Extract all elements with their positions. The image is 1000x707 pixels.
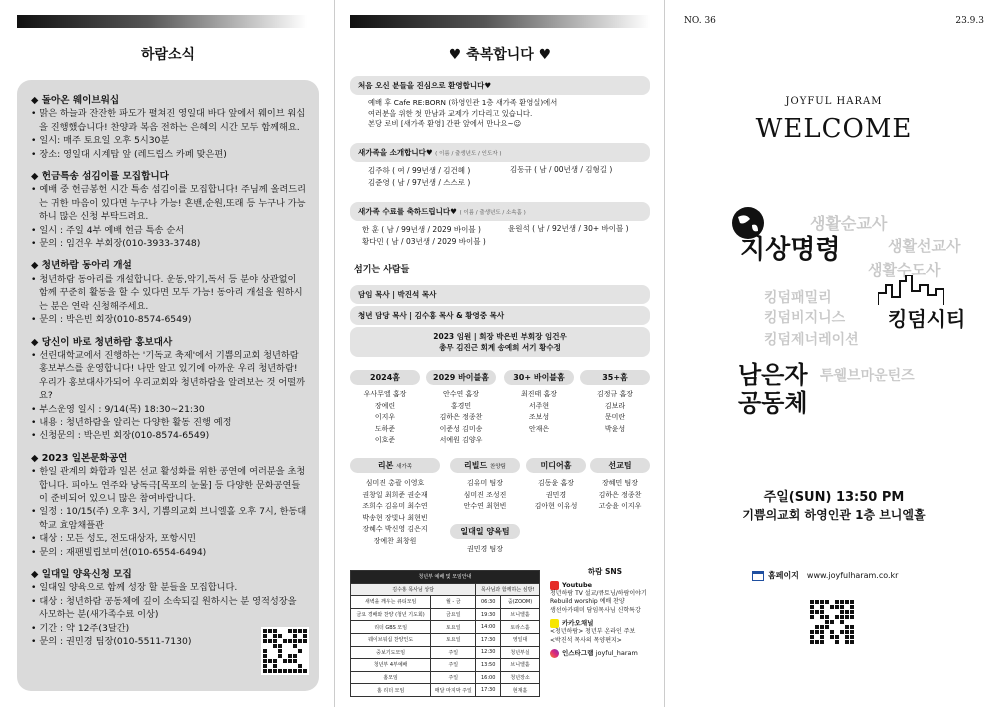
instagram-icon — [550, 649, 559, 658]
issue-date: 23.9.3 — [955, 16, 984, 26]
youth-pastor: 청년 담당 목사 | 김수홍 목사 & 황영중 목사 — [350, 306, 650, 325]
notice-item — [31, 336, 307, 443]
introduce-sub: ( 이름 / 출생년도 / 인도자 ) — [435, 151, 502, 157]
member-name: 우사무엘 홈장 — [363, 390, 407, 398]
word-art: 생활순교사 — [810, 214, 888, 233]
schedule-row — [351, 684, 540, 697]
schedule-cell: 주일 — [431, 671, 476, 684]
word-art: 생활선교사 — [888, 237, 961, 255]
schedule-cell: 중보기도모임 — [351, 646, 431, 659]
notice-heading: ◆ 돌아온 웨이브워십 — [31, 95, 120, 106]
new-member: 김주하 ( 여 / 99년생 / 김건혜 ) — [368, 166, 471, 175]
team-members — [590, 478, 650, 513]
team-members — [350, 478, 440, 548]
first-visit-label: 처음 오신 분들을 진심으로 환영합니다♥ — [350, 76, 650, 95]
team-sub: 새가족 — [396, 464, 413, 470]
word-art: 킹덤시티 — [888, 307, 966, 331]
schedule-cell: 17:30 — [476, 633, 501, 646]
schedule-cell: 13:50 — [476, 659, 501, 672]
officers-line: 2023 임원 | 회장 박은빈 부회장 임건우 — [433, 332, 567, 341]
youtube-link[interactable] — [550, 581, 660, 590]
member-name: 고승윤 이지우 — [598, 502, 642, 511]
team-header — [526, 458, 586, 473]
member-name: 권창일 최희준 권순재 — [362, 490, 428, 499]
member-name: 김보라 — [604, 401, 626, 410]
schedule-row — [351, 633, 540, 646]
member-name: 장예린 — [374, 401, 396, 410]
notice-line: • 문의 : 재팬빌립보미션(010-6554-6494) — [31, 546, 207, 558]
city-skyline-icon — [878, 275, 944, 305]
qr-code-application[interactable] — [261, 627, 309, 675]
homepage-link[interactable] — [752, 570, 898, 581]
team-name: 선교팀 — [608, 461, 632, 470]
schedule-cell: 홈모임 — [351, 671, 431, 684]
team-name: 미디어홈 — [540, 461, 572, 470]
cover-subtitle: JOYFUL HARAM — [785, 96, 883, 107]
homepage-label: 홈페이지 — [768, 571, 799, 580]
new-member: 김동규 ( 남 / 00년생 / 김형길 ) — [510, 165, 613, 174]
fold-line — [664, 0, 665, 707]
notice-line: • 부스운영 일시 : 9/14(목) 18:30~21:30 — [31, 403, 205, 415]
member-name: 서예원 김양우 — [439, 436, 483, 445]
word-art: 지상명령 — [740, 235, 841, 265]
news-title: 하람소식 — [140, 47, 196, 63]
member-name: 안수연 홈장 — [442, 390, 480, 398]
youtube-line: Rebuild worship 예배 찬양 — [550, 598, 625, 605]
header-bar — [17, 15, 307, 28]
schedule-cell: 브니엘홀 — [501, 608, 540, 621]
service-location: 기쁨의교회 하영인관 1층 브니엘홀 — [742, 508, 926, 522]
home-header: 2029 바이블홈 — [426, 370, 496, 385]
home-header: 2024홈 — [350, 370, 420, 385]
schedule-cell: 청년부 4부예배 — [351, 659, 431, 672]
schedule-cell: 청년장소 — [501, 671, 540, 684]
kakao-icon — [550, 619, 559, 628]
service-time: 주일(SUN) 13:50 PM — [763, 490, 905, 505]
member-name: 홍경민 — [450, 401, 472, 410]
schedule-row — [351, 646, 540, 659]
member-name: 김동윤 홈장 — [537, 479, 575, 487]
team-members — [526, 478, 586, 513]
notice-heading: ◆ 헌금특송 섬김이를 모집합니다 — [31, 171, 169, 183]
schedule-title: 청년부 예배 및 모임안내 — [351, 571, 540, 584]
schedule-row — [351, 596, 540, 609]
notice-line: • 일대일 양육으로 함께 성장 할 분들을 모집합니다. — [31, 582, 238, 594]
member-name: 김아현 이유성 — [534, 502, 578, 511]
member-name: 김정규 홈장 — [596, 390, 634, 398]
member-name: 도하준 — [374, 424, 396, 433]
notice-heading: ◆ 청년하람 동아리 개설 — [31, 260, 132, 272]
schedule-cell: 19:30 — [476, 608, 501, 621]
notice-line: • 맑은 하늘과 잔잔한 파도가 펼쳐진 영일대 바다 앞에서 웨이브 워십을 진행했습니다! 찬양과 복음 전하는 은혜의 시간 모두 함께해요. — [31, 108, 306, 133]
graduate-label — [350, 202, 650, 221]
schedule-cell: 리더 GBS 모임 — [351, 621, 431, 634]
home-members — [426, 389, 496, 447]
graduate-label-text: 새가족 수료를 축하드립니다♥ — [358, 207, 457, 216]
team-sub: 찬양팀 — [490, 464, 506, 470]
graduate-member: 한 훈 ( 남 / 99년생 / 2029 바이블 ) — [362, 225, 481, 234]
youtube-line: 생선아카데미 담임목사님 신학특강 — [550, 606, 641, 614]
notice-box — [17, 80, 319, 691]
youtube-label: Youtube — [562, 580, 592, 589]
schedule-cell: 주일 — [431, 646, 476, 659]
notice-item — [31, 259, 307, 326]
home-header: 30+ 바이블홈 — [504, 370, 574, 385]
schedule-cell: 06:30 — [476, 596, 501, 609]
notice-line: • 선린대학교에서 진행하는 '기독교 축제'에서 기쁨의교회 청년하람 홍보부스를 운영합니다! 나만 알고 있기에 아까운 우리 청년하람! 우리가 홍보대사가되어 우리교회와 청년하람을 알려보는 것 어떨까요? — [31, 349, 306, 402]
schedule-cell: 홈 리더 모임 — [351, 684, 431, 697]
member-name: 장혜수 박신영 김은지 — [362, 525, 428, 534]
cover-title: WELCOME — [755, 114, 913, 144]
schedule-row — [351, 608, 540, 621]
word-art: 남은자 — [738, 361, 808, 389]
notice-line: • 문의 : 임건우 부회장(010-3933-3748) — [31, 238, 201, 250]
servants-title: 섬기는 사람들 — [354, 265, 410, 275]
team-header — [450, 524, 520, 539]
notice-heading: ◆ 2023 일본문화공연 — [31, 452, 128, 464]
member-name: 심미진 총괄 이영호 — [365, 479, 425, 487]
word-art: 생활수도사 — [868, 261, 941, 279]
notice-heading: ◆ 일대일 양육신청 모집 — [31, 569, 132, 580]
graduate-member: 윤원석 ( 남 / 92년생 / 30+ 바이블 ) — [508, 224, 629, 233]
team-members — [450, 544, 520, 556]
fold-line — [334, 0, 335, 707]
member-name: 장예찬 최창원 — [373, 536, 417, 545]
word-art: 공동체 — [738, 389, 808, 417]
schedule-cell: 17:30 — [476, 684, 501, 697]
kakao-line: <청년하람> 청년부 온라인 주보 — [550, 628, 636, 635]
schedule-cell: 영일대 — [501, 633, 540, 646]
news-column — [0, 0, 330, 707]
member-name: 안수연 최현빈 — [463, 502, 507, 511]
notice-line: • 문의 : 권민경 팀장(010-5511-7130) — [31, 636, 192, 648]
member-name: 안재은 — [528, 424, 550, 433]
home-members — [580, 389, 650, 435]
notice-line: • 한일 관계의 화합과 일본 선교 활성화를 위한 공연에 여러분을 초청합니다. 피아노 연주와 낭독극[목포의 눈물] 등 다양한 문화공연들이 준비되어 있으니 많은 참여바랍니다. — [31, 466, 306, 504]
member-name: 이호준 — [374, 436, 396, 445]
graduate-sub: ( 이름 / 출생년도 / 소속홈 ) — [459, 210, 526, 216]
kakao-link[interactable] — [550, 619, 660, 628]
schedule-cell: 토요일 — [431, 621, 476, 634]
team-name: 리본 — [377, 461, 394, 470]
new-member: 김준영 ( 남 / 97년생 / 스스로 ) — [368, 178, 471, 187]
word-art: 킹덤제너레이션 — [764, 332, 859, 348]
word-art: 투웰브마운틴즈 — [820, 368, 915, 384]
schedule-cell: 금요 경배와 찬양 (청년 기도회) — [351, 608, 431, 621]
member-name: 조희수 김유미 최수연 — [362, 502, 428, 511]
team-header — [350, 458, 440, 473]
first-visit-text — [368, 98, 648, 130]
notice-line: • 장소: 영일대 시계탑 앞 (레드립스 카페 맞은편) — [31, 148, 227, 160]
schedule-cell: 토라스홀 — [501, 621, 540, 634]
member-name: 조보성 — [528, 413, 550, 422]
first-visit-line: 여러분을 위한 첫 만남과 교제가 기다리고 있습니다. — [368, 108, 533, 118]
schedule-cell: 월 - 금 — [431, 596, 476, 609]
member-name: 이지우 — [374, 413, 396, 422]
member-name: 박송현 장빛나 최현빈 — [362, 513, 428, 522]
notice-line: • 내용 : 청년하람을 알리는 다양한 활동 진행 예정 — [31, 416, 232, 428]
issue-number: NO. 36 — [684, 16, 716, 26]
schedule-header: 김수홍 목사님 상담 — [351, 583, 476, 596]
sns-panel — [550, 568, 660, 658]
cover-column — [668, 0, 1000, 707]
schedule-table — [350, 570, 540, 697]
officers — [350, 327, 650, 357]
notice-line: • 예배 중 헌금봉헌 시간 특송 섬김이를 모집합니다! 주님께 올려드리는 귀한 마음이 있다면 누구나 가능! 혼밴,순원,또래 등 누구나 가능하니 많은 신청 부탁드려요. — [31, 184, 307, 223]
schedule-cell: 14:00 — [476, 621, 501, 634]
notice-line: • 일정 : 10/15(주) 오후 3시, 기쁨의교회 브니엘홀 오후 7시, 한동대학교 효암채플관 — [31, 506, 307, 531]
member-name: 권민경 팀장 — [466, 545, 504, 553]
officers-line: 총무 김진근 회계 송예희 서기 황수정 — [439, 343, 561, 352]
graduate-member: 황다민 ( 남 / 03년생 / 2029 바이블 ) — [362, 237, 486, 246]
member-name: 장혜민 팀장 — [601, 479, 639, 487]
introduce-label-text: 새가족을 소개합니다♥ — [358, 148, 433, 157]
notice-line: • 기간 : 약 12주(3달간) — [31, 622, 130, 634]
schedule-cell: 청년부실 — [501, 646, 540, 659]
schedule-header: 목사님과 함께하는 심방! — [476, 583, 540, 596]
kakao-label: 카카오채널 — [562, 619, 594, 628]
youtube-icon — [550, 581, 559, 590]
schedule-cell: 새벽을 깨우는 큐티모임 — [351, 596, 431, 609]
notice-item — [31, 94, 307, 161]
member-name: 최진태 홈장 — [520, 390, 558, 398]
homepage-icon — [752, 571, 764, 581]
member-name: 권민경 — [545, 490, 567, 499]
notice-line: • 문의 : 박은빈 회장(010-8574-6549) — [31, 314, 192, 326]
member-name: 김하은 정종찬 — [598, 490, 642, 499]
schedule-cell: 웨이브워십 찬양인도 — [351, 633, 431, 646]
first-visit-line: 본당 로비 [새가족 환영] 간판 앞에서 만나요~☺ — [368, 119, 522, 128]
blessing-title: ♥ 축복합니다 ♥ — [448, 47, 552, 63]
team-header — [450, 458, 520, 473]
schedule-cell: 토요일 — [431, 633, 476, 646]
word-art: 킹덤패밀리 — [764, 290, 832, 306]
notice-line: • 대상 : 청년하람 공동체에 깊이 소속되길 원하시는 분 영적성장을 사모하는 분(새가족수료 이상) — [31, 595, 297, 621]
notice-line: • 일시 : 주일 4부 예배 헌금 특송 순서 — [31, 224, 185, 236]
schedule-row — [351, 671, 540, 684]
word-art: 킹덤비지니스 — [764, 310, 846, 326]
schedule-cell: 브니엘홀 — [501, 659, 540, 672]
schedule-cell: 12:30 — [476, 646, 501, 659]
member-name: 김유미 팀장 — [466, 479, 504, 487]
home-members — [350, 389, 420, 447]
home-members — [504, 389, 574, 435]
notice-line: • 일시: 매주 토요일 오후 5시30분 — [31, 135, 170, 147]
member-name: 서주현 — [528, 401, 550, 410]
member-name: 문미란 — [604, 413, 626, 422]
schedule-cell: 금요일 — [431, 608, 476, 621]
schedule-cell: 주일 — [431, 659, 476, 672]
schedule-cell: 줌(ZOOM) — [501, 596, 540, 609]
notice-line: • 대상 : 모든 성도, 전도대상자, 포항시민 — [31, 533, 197, 545]
schedule-row — [351, 659, 540, 672]
introduce-names — [368, 165, 508, 189]
notice-line: • 신청문의 : 박은빈 회장(010-8574-6549) — [31, 430, 210, 442]
member-name: 이준성 김미송 — [439, 424, 483, 433]
graduate-names — [362, 224, 512, 248]
introduce-label — [350, 143, 650, 162]
notice-line: • 청년하람 동아리를 개설합니다. 운동,악기,독서 등 분야 상관없이 함께 꾸준히 활동을 할 수 있다면 모두 가능! 동아리 개설을 원하시는 분은 연락 신청해주세요. — [31, 273, 303, 312]
team-name: 리빌드 — [464, 461, 488, 470]
member-name: 심미진 조성진 — [463, 490, 507, 499]
schedule-row — [351, 621, 540, 634]
notice-item — [31, 452, 307, 559]
team-members — [450, 478, 520, 513]
team-name: 일대일 양육팀 — [460, 527, 510, 536]
sns-title: 하람 SNS — [587, 567, 623, 576]
member-name: 박윤성 — [604, 424, 626, 433]
schedule-cell: 매달 마지막 주일 — [431, 684, 476, 697]
youtube-line: 청년하람 TV 설교/큐토닝/하람이야기 — [550, 589, 647, 597]
member-name: 김하은 정종찬 — [439, 413, 483, 422]
homepage-url: www.joyfulharam.co.kr — [806, 571, 899, 580]
first-visit-line: 예배 후 Cafe RE:BORN (하영인관 1층 새가족 환영실)에서 — [368, 98, 558, 107]
kakao-line: <박진석 목사의 목양편지> — [550, 636, 622, 644]
instagram-id: joyful_haram — [595, 649, 638, 658]
schedule-cell: 16:00 — [476, 671, 501, 684]
instagram-link[interactable] — [550, 649, 660, 658]
team-header — [590, 458, 650, 473]
home-header: 35+홈 — [580, 370, 650, 385]
header-bar — [350, 15, 650, 28]
notice-heading: ◆ 당신이 바로 청년하람 홍보대사 — [31, 336, 173, 348]
notice-item — [31, 170, 307, 250]
senior-pastor: 담임 목사 | 박진석 목사 — [350, 285, 650, 304]
instagram-label: 인스타그램 — [562, 649, 594, 658]
schedule-cell: 현재홀 — [501, 684, 540, 697]
typography-art — [730, 205, 990, 445]
qr-code-homepage[interactable] — [808, 598, 856, 646]
